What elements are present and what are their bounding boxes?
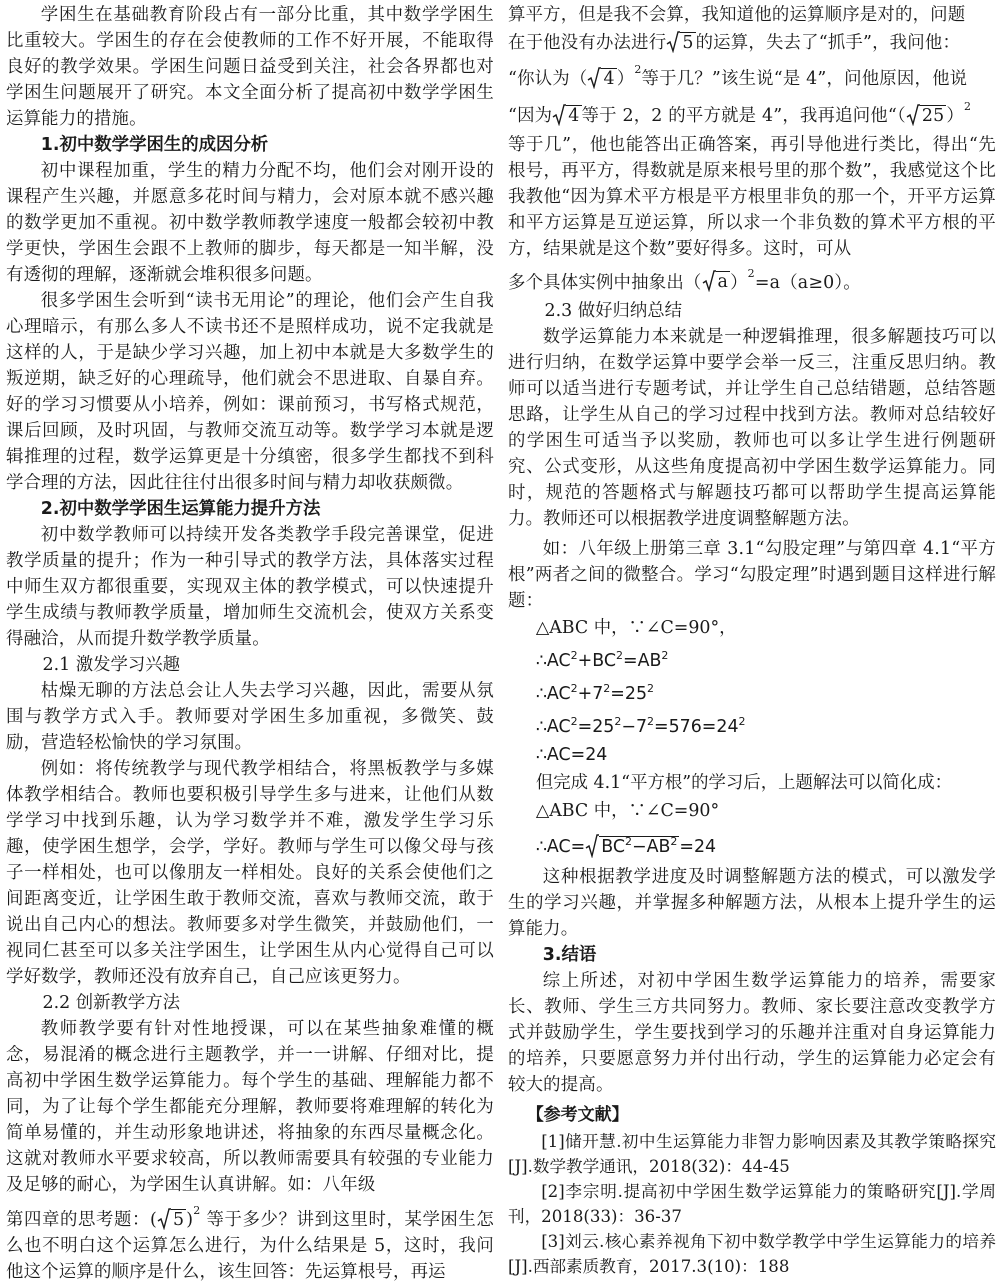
paragraph: 初中数学教师可以持续开发各类教学手段完善课堂，促进教学质量的提升；作为一种引导式的教学方法，具体落实过程中师生双方都很重要，实现双主体的教学模式，可以快速提升学生成绩与教师教学质量，增加师生交流机会，使双方关系变得融洽，从而提升数学教学质量。 [6,525,494,649]
equation-note: 但完成 4.1“平方根”的学习后，上题解法可以简化成： [535,772,952,793]
paragraph: 教师教学要有针对性地授课，可以在某些抽象难懂的概念，易混淆的概念进行主题教学，并一一讲解、仔细对比，提高初中学困生数学运算能力。每个学生的基础、理解能力都不同，为了让每个学生都能充分理解，教师要将难理解的转化为简单易懂的，并生动形象地讲述，将抽象的东西尽量概念化。这就对教师水平要求较高，所以教师需要具有较强的专业能力及足够的耐心，为学困生认真讲解。如：八年级 [6,1019,494,1195]
text-line-with-formula [508,28,996,58]
sqrt-sign-icon [906,104,920,126]
sqrt-sign-icon [702,270,716,292]
inline-formula: ( 5 )$^2$ [149,1204,201,1230]
text-line: 算平方，但是我不会算，我知道他的运算顺序是对的，问题 [508,5,966,25]
text-line-with-formula [508,262,996,299]
sqrt-sign-icon [585,834,599,858]
sqrt-sign-icon [157,1208,171,1230]
close-paren: ） [616,68,635,89]
paragraph: 综上所述，对初中学困生数学运算能力的培养，需要家长、教师、学生三方共同努力。教师、家长要注意改变教学方式并鼓励学生，学生要找到学习的乐趣并注重对自身运算能力的培养，只要愿意努力并付出行动，学生的运算能力必定会有较大的提高。 [508,970,996,1095]
paragraph: 如：八年级上册第三章 3.1“勾股定理”与第四章 4.1“平方根”两者之间的微整合。学习“勾股定理”时遇到题目这样进行解题： [508,539,996,612]
exponent: 2 [634,63,642,76]
equation-line: $\therefore AC^2+7^2=25^2$ [535,682,655,704]
left-column [6,2,494,1285]
section-1-heading: 1.初中数学学困生的成因分析 [40,135,269,155]
exponent: 2 [747,266,755,280]
radicand: 5 [172,1209,185,1230]
text-run: 等于几？”该生说“是 4”，问他原因，他说 [641,68,968,89]
subsection-2-3-heading: 2.3 做好归纳总结 [544,301,683,322]
reference-item: [3]刘云.核心素养视角下初中数学教学中学生运算能力的培养[J].西部素质教育，2017.3(10)：188 [508,1231,996,1276]
sqrt-sign-icon [666,31,680,53]
text-run: 等于多少？讲到这里时，某学困生怎么也不明白这个运算怎么进行，为什么结果是 5，这时，我问他这个运算的顺序是什么，该生回答：先运算根号，再运 [6,1209,495,1282]
references-heading: 【参考文献】 [526,1104,629,1125]
text-run: 等于 2，2 的平方就是 4”，我再追问他“（ [581,105,906,126]
text-run: “你认为（ [508,68,588,89]
equation-line: ∴AC= $BC^2-AB^2 =24$ [535,834,717,857]
radicand: a [717,272,729,293]
paragraph: 例如：将传统教学与现代教学相结合，将黑板教学与多媒体教学相结合。教师也要积极引导学生多与进来，让他们从数学学习中找到乐趣，认为学习数学并不难，激发学生学习乐趣，使学困生想学，会学，学好。教师与学生可以像父母与孩子一样相处，也可以像朋友一样相处。良好的关系会使他们之间距离变近，让学困生敢于教师交流，喜欢与教师交流，敢于说出自己内心的想法。教师要多对学生微笑，并鼓励他们，一视同仁甚至可以多关注学困生，让学困生从内心觉得自己可以学好数学，教师还没有放弃自己，自己应该更努力。 [6,759,494,987]
text-run: 在于他没有办法进行 [508,33,667,53]
paragraph: 数学运算能力本来就是一种逻辑推理，很多解题技巧可以进行归纳，在数学运算中要学会举一反三，注重反思归纳。教师可以适当进行专题考试，并让学生自己总结错题，总结答题思路，让学生从自己的学习过程中找到方法。教师对总结较好的学困生可适当予以奖励，教师也可以多让学生进行例题研究、公式变形，从这些角度提高初中学困生数学运算能力。同时，规范的答题格式与解题技巧都可以帮助学生提高运算能力。教师还可以根据教学进度调整解题方法。 [508,327,996,530]
right-column [508,2,996,1279]
section-2-heading: 2.初中数学学困生运算能力提升方法 [40,499,321,519]
equation-line: ∴AC=24 [535,744,608,765]
subsection-2-1-heading: 2.1 激发学习兴趣 [42,655,181,675]
equation-line: △ABC 中，∵∠C=90° [535,800,720,821]
radicand: $BC^2-AB^2$ [601,834,678,857]
sqrt-sign-icon [587,67,601,89]
paragraph: 很多学困生会听到“读书无用论”的理论，他们会产生自我心理暗示，有那么多人不读书还不是照样成功，说不定我就是这样的人，于是缺少学习兴趣，加上初中本就是大多数学生的叛逆期，缺乏好的心理疏导，他们就会不思进取、自暴自弃。好的学习习惯要从小培养，例如：课前预习，书写格式规范，课后回顾，及时巩固，与教师交流互动等。数学学习本就是逻辑推理的过程，数学运算更是十分缜密，很多学生都找不到科学合理的方法，因此往往付出很多时间与精力却收获颇微。 [6,291,494,493]
text-run: 的运算，失去了“抓手”，我问他： [695,33,961,53]
close-paren: ） [946,105,964,126]
paragraph: 这种根据教学进度及时调整解题方法的模式，可以激发学生的学习兴趣，并掌握多种解题方法，从根本上提升学生的运算能力。 [508,866,996,939]
paragraph: 初中课程加重，学生的精力分配不均，他们会对刚开设的课程产生兴趣，并愿意多花时间与精力，会对原本就不感兴趣的数学更加不重视。初中数学教师教学速度一般都会较初中教学更快，学困生会跟不上教师的脚步，每天都是一知半解，没有透彻的理解，逐渐就会堆积很多问题。 [6,161,494,285]
radicand: 25 [921,105,945,126]
equation-line: $\therefore AC^2+BC^2=AB^2$ [535,649,669,672]
section-3-heading: 3.结语 [542,944,597,965]
radicand: 4 [568,105,580,126]
paragraph-with-formula [6,1202,494,1285]
exponent: 2 [964,99,972,113]
reference-item: [1]储开慧.初中生运算能力非智力影响因素及其教学策略探究[J].数学教学通讯，2018(32)：44-45 [508,1131,996,1176]
close-paren: ） [730,272,748,293]
radicand: 5 [682,33,694,53]
text-run: 第四章的思考题： [6,1209,150,1230]
text-run: “因为 [508,105,553,126]
text-run: 多个具体实例中抽象出（ [508,272,702,293]
intro-paragraph: 学困生在基础教育阶段占有一部分比重，其中数学学困生比重较大。学困生的存在会使教师的工作不好开展，不能取得良好的教学效果。学困生问题日益受到关注，社会各界都也对学困生问题展开了研究。本文全面分析了提高初中数学学困生运算能力的措施。 [6,5,494,129]
paragraph: 等于几”，他也能答出正确答案，再引导他进行类比，得出“先根号，再平方，得数就是原来根号里的那个数”，我感觉这个比我教他“因为算术平方根是平方根里非负的那一个，开平方运算和平方运算是互逆运算，所以求一个非负数的算术平方根的平方，结果就是这个数”要好得多。这时，可从 [508,134,996,259]
paragraph: 枯燥无聊的方法总会让人失去学习兴趣，因此，需要从氛围与教学方式入手。教师要对学困生多加重视，多微笑、鼓励，营造轻松愉快的学习氛围。 [6,681,494,753]
reference-item: [2]李宗明.提高初中学困生数学运算能力的策略研究[J].学周刊，2018(33)：36-37 [508,1181,996,1226]
subsection-2-2-heading: 2.2 创新教学方法 [42,993,181,1013]
equation-line: $\therefore AC^2=25^2-7^2=576=24^2$ [535,714,746,737]
radicand: 4 [603,68,615,89]
exponent: 2 [193,1204,201,1217]
equation-line: △ABC 中，∵∠C=90°， [535,618,737,639]
text-run: =a（a≥0）。 [754,272,861,293]
text-line-with-formula [508,58,996,95]
text-line-with-formula [508,95,996,132]
sqrt-sign-icon [552,104,566,126]
